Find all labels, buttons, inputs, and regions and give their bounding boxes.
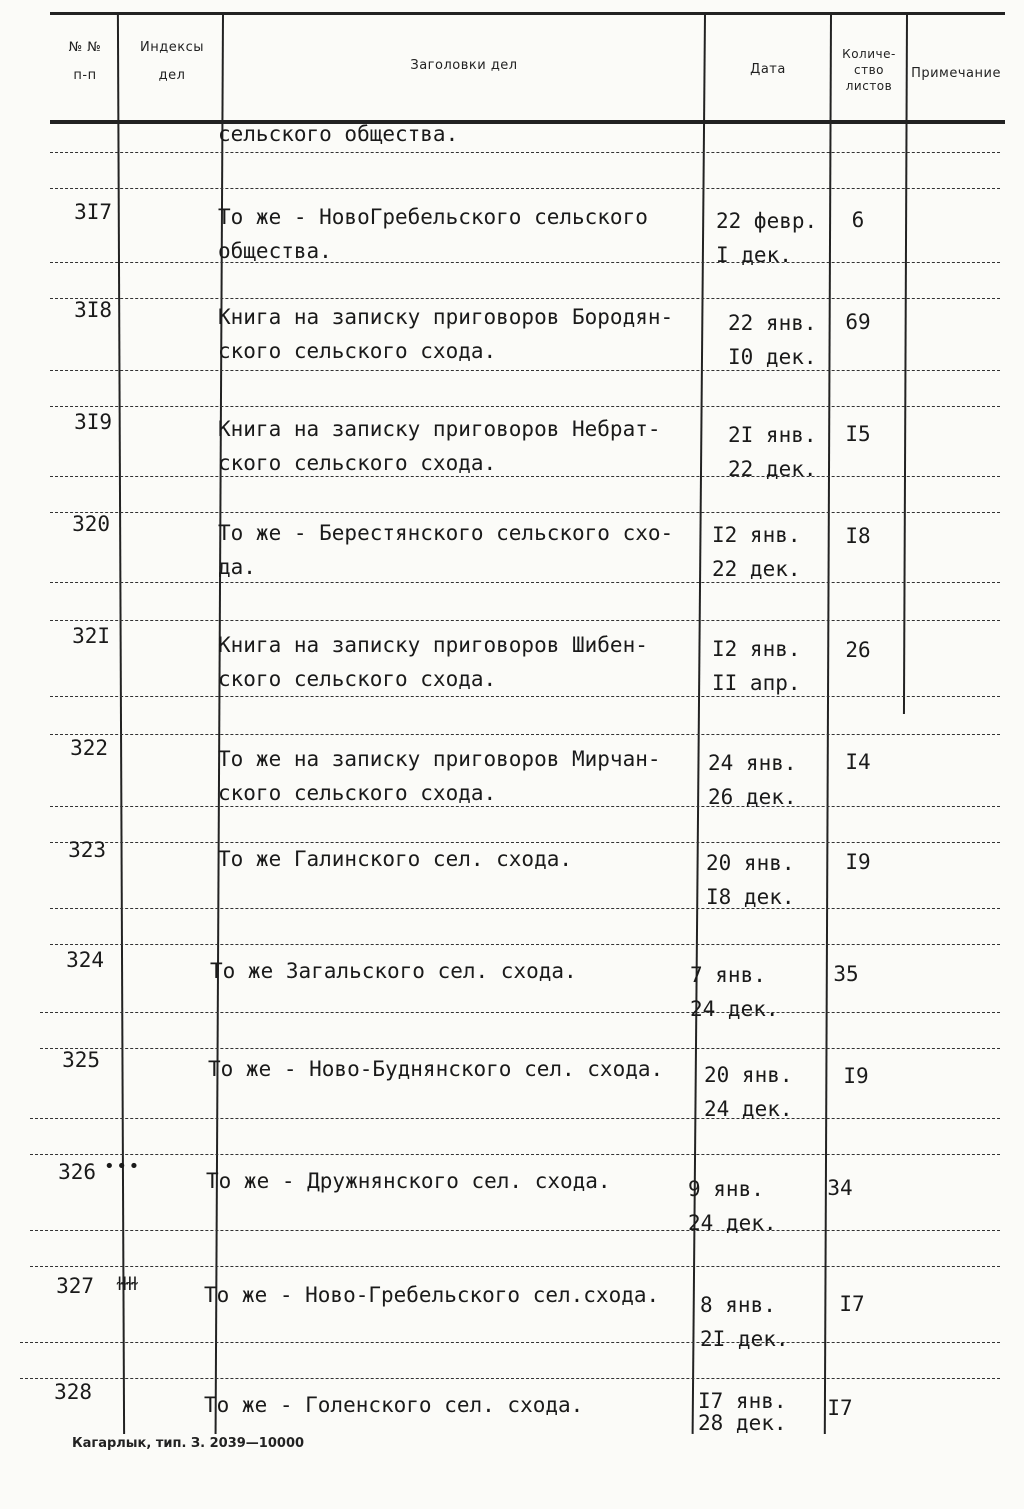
row-title: Книга на записку приговоров Бородян- ского сельского схода. [218,305,674,363]
row-title: Книга на записку приговоров Шибен- ского сельского схода. [218,633,648,691]
row-title: То же - НовоГребельского сельского общества. [218,205,648,263]
row-title: То же Загальского сел. схода. [210,959,577,983]
row-date: 2I янв. 22 дек. [728,423,817,481]
row-separator [50,908,1000,909]
row-separator [40,1012,1000,1013]
row-date: 9 янв. 24 дек. [688,1177,777,1235]
row-separator [40,1048,1000,1049]
row-number: 324 [66,948,104,972]
row-separator [30,1230,1000,1231]
row-number: 328 [54,1380,92,1404]
row-separator [50,512,1000,513]
row-separator [20,1342,1000,1343]
row-number: 320 [72,512,110,536]
row-separator [30,1118,1000,1119]
row-sheet-count: I4 [845,750,871,774]
continuation-text: сельского общества. [218,122,459,146]
row-number: 327 [56,1274,94,1298]
col-divider-1 [117,14,125,1434]
row-sheet-count: 35 [833,962,859,986]
row-separator [50,152,1000,153]
row-title: То же - Голенского сел. схода. [204,1393,584,1417]
header-top-rule [50,12,1005,15]
row-number: 3I7 [74,200,112,224]
row-sheet-count: I9 [843,1064,869,1088]
row-title: Книга на записку приговоров Небрат- ского сельского схода. [218,417,661,475]
row-separator [50,620,1000,621]
row-date: 8 янв. 2I дек. [700,1293,789,1351]
header-num [52,40,118,84]
row-date: I2 янв. II апр. [712,637,801,695]
row-sheet-count: I7 [827,1396,853,1420]
header-index-label: Индексы [140,40,204,55]
index-mark: ɫɫɫɫ [116,1274,137,1295]
row-date: 7 янв. 24 дек. [690,963,779,1021]
row-sheet-count: I9 [845,850,871,874]
row-date: I2 янв. 22 дек. [712,523,801,581]
row-separator [50,406,1000,407]
row-sheet-count: I5 [845,422,871,446]
print-imprint: Кагарлык, тип. З. 2039—10000 [72,1436,305,1451]
row-date: 22 янв. I0 дек. [728,311,817,369]
header-num-label: № № [68,40,102,55]
row-date: 20 янв. I8 дек. [706,851,795,909]
header-note: Примечание [911,66,1001,81]
row-sheet-count: 26 [845,638,871,662]
row-sheet-count: I7 [839,1292,865,1316]
row-date: 20 янв. 24 дек. [704,1063,793,1121]
row-separator [50,944,1000,945]
row-title: То же - Берестянского сельского схо- да. [218,521,674,579]
col-divider-5 [903,14,908,714]
row-number: 325 [62,1048,100,1072]
row-separator [30,1266,1000,1267]
index-mark: • • • [104,1156,138,1177]
row-title: То же Галинского сел. схода. [218,847,573,871]
row-sheet-count: I8 [845,524,871,548]
row-sheet-count: 6 [851,208,865,232]
row-number: 3I9 [74,410,112,434]
row-date: 22 февр. I дек. [716,209,818,267]
row-number: 323 [68,838,106,862]
row-number: 326 [58,1160,96,1184]
header-count: Количе- ство листов [842,47,896,93]
header-num-sub: п-п [73,68,97,83]
row-sheet-count: 69 [845,310,871,334]
row-title: То же - Ново-Гребельского сел.схода. [204,1283,660,1307]
header-index-sub: дел [158,68,186,83]
row-separator [50,188,1000,189]
row-number: 32I [72,624,110,648]
row-date: I7 янв. 28 дек. [698,1389,787,1435]
row-separator [50,298,1000,299]
row-number: 3I8 [74,298,112,322]
row-title: То же на записку приговоров Мирчан- ского сельского схода. [218,747,661,805]
row-title: То же - Ново-Буднянского сел. схода. [208,1057,664,1081]
row-date: 24 янв. 26 дек. [708,751,797,809]
row-number: 322 [70,736,108,760]
header-date: Дата [750,62,786,77]
row-separator [50,734,1000,735]
row-separator [20,1378,1000,1379]
row-title: То же - Дружнянского сел. схода. [206,1169,611,1193]
header-title: Заголовки дел [410,58,518,73]
row-separator [50,696,1000,697]
row-separator [30,1154,1000,1155]
row-sheet-count: 34 [827,1176,853,1200]
header-index [124,40,220,84]
